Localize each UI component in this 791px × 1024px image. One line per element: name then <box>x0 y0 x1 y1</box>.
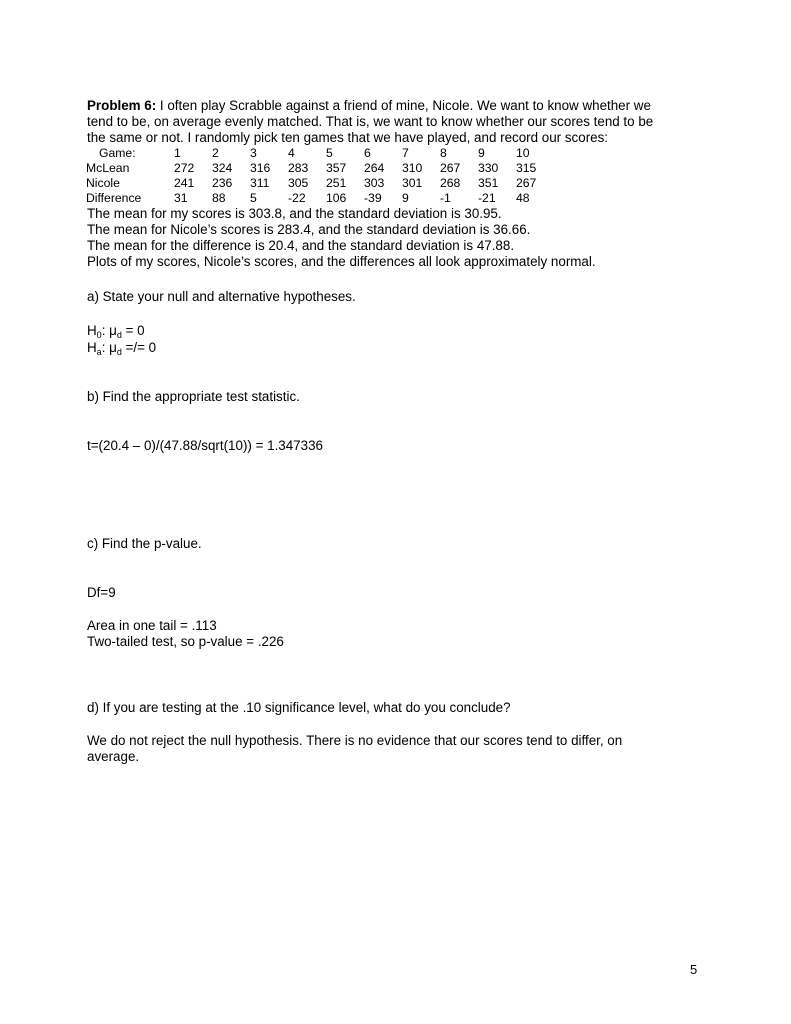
table-cell: 324 <box>212 161 233 175</box>
test-statistic-answer: t=(20.4 – 0)/(47.88/sqrt(10)) = 1.347336 <box>87 438 323 453</box>
problem-intro <box>87 98 707 146</box>
table-cell: 9 <box>402 191 409 205</box>
table-cell: 305 <box>288 176 309 190</box>
scores-table <box>86 146 554 206</box>
table-cell: -39 <box>364 191 382 205</box>
intro-line-3: the same or not. I randomly pick ten games that we have played, and record our scores: <box>87 130 609 145</box>
table-cell: 4 <box>288 146 295 160</box>
p-value-answer: Two-tailed test, so p-value = .226 <box>87 634 284 649</box>
table-cell: 283 <box>288 161 309 175</box>
intro-line-1: Problem 6: I often play Scrabble against a friend of mine, Nicole. We want to know whether we <box>87 98 651 113</box>
table-cell: 88 <box>212 191 226 205</box>
table-cell: 267 <box>440 161 461 175</box>
table-cell: 1 <box>174 146 181 160</box>
stats-line: Plots of my scores, Nicole’s scores, and the differences all look approximately normal. <box>87 254 596 269</box>
stats-line: The mean for the difference is 20.4, and the standard deviation is 47.88. <box>87 238 515 253</box>
row-label: Nicole <box>86 176 120 190</box>
table-cell: 310 <box>402 161 423 175</box>
summary-statistics <box>87 206 707 270</box>
table-cell: 7 <box>402 146 409 160</box>
table-cell: 303 <box>364 176 385 190</box>
table-cell: 301 <box>402 176 423 190</box>
table-cell: 357 <box>326 161 347 175</box>
row-label: McLean <box>86 161 130 175</box>
table-cell: 5 <box>250 191 257 205</box>
question-b: b) Find the appropriate test statistic. <box>87 389 300 404</box>
table-cell: 264 <box>364 161 385 175</box>
one-tail-area: Area in one tail = .113 <box>87 618 217 633</box>
table-row <box>86 161 554 176</box>
table-cell: 31 <box>174 191 188 205</box>
table-cell: -1 <box>440 191 451 205</box>
table-cell: 351 <box>478 176 499 190</box>
table-cell: 316 <box>250 161 271 175</box>
question-d: d) If you are testing at the .10 significance level, what do you conclude? <box>87 700 511 715</box>
problem-label: Problem 6: <box>87 98 157 113</box>
table-row <box>86 191 554 206</box>
table-row <box>86 176 554 191</box>
table-cell: -21 <box>478 191 496 205</box>
table-cell: -22 <box>288 191 306 205</box>
null-hypothesis: $H_0$: $\mu_d = 0$ <box>87 323 145 340</box>
stats-line: The mean for Nicole’s scores is 283.4, and the standard deviation is 36.66. <box>87 222 531 237</box>
table-cell: 267 <box>516 176 537 190</box>
table-cell: 315 <box>516 161 537 175</box>
table-cell: 311 <box>250 176 270 190</box>
row-label: Difference <box>86 191 142 205</box>
table-cell: 268 <box>440 176 461 190</box>
stats-line: The mean for my scores is 303.8, and the standard deviation is 30.95. <box>87 206 502 221</box>
table-cell: 48 <box>516 191 530 205</box>
table-cell: 8 <box>440 146 447 160</box>
table-cell: 241 <box>174 176 195 190</box>
page-number: 5 <box>690 962 698 977</box>
table-cell: 272 <box>174 161 195 175</box>
table-cell: 9 <box>478 146 485 160</box>
table-cell: 2 <box>212 146 219 160</box>
table-cell: 5 <box>326 146 333 160</box>
table-cell: 3 <box>250 146 257 160</box>
table-cell: 251 <box>326 176 347 190</box>
table-cell: 236 <box>212 176 233 190</box>
question-a: a) State your null and alternative hypotheses. <box>87 289 356 304</box>
table-cell: 6 <box>364 146 371 160</box>
table-cell: 330 <box>478 161 499 175</box>
question-c: c) Find the p-value. <box>87 536 202 551</box>
table-cell: 106 <box>326 191 347 205</box>
conclusion-answer: We do not reject the null hypothesis. There is no evidence that our scores tend to differ, on average. <box>87 733 623 764</box>
table-row <box>86 146 554 161</box>
table-cell: 10 <box>516 146 530 160</box>
degrees-of-freedom: Df=9 <box>87 585 116 600</box>
row-label: Game: <box>99 146 136 160</box>
intro-line-2: tend to be, on average evenly matched. That is, we want to know whether our scores tend to be <box>87 114 654 129</box>
alternative-hypothesis: $H_a$: $\mu_d$ =/= 0 <box>87 340 157 357</box>
